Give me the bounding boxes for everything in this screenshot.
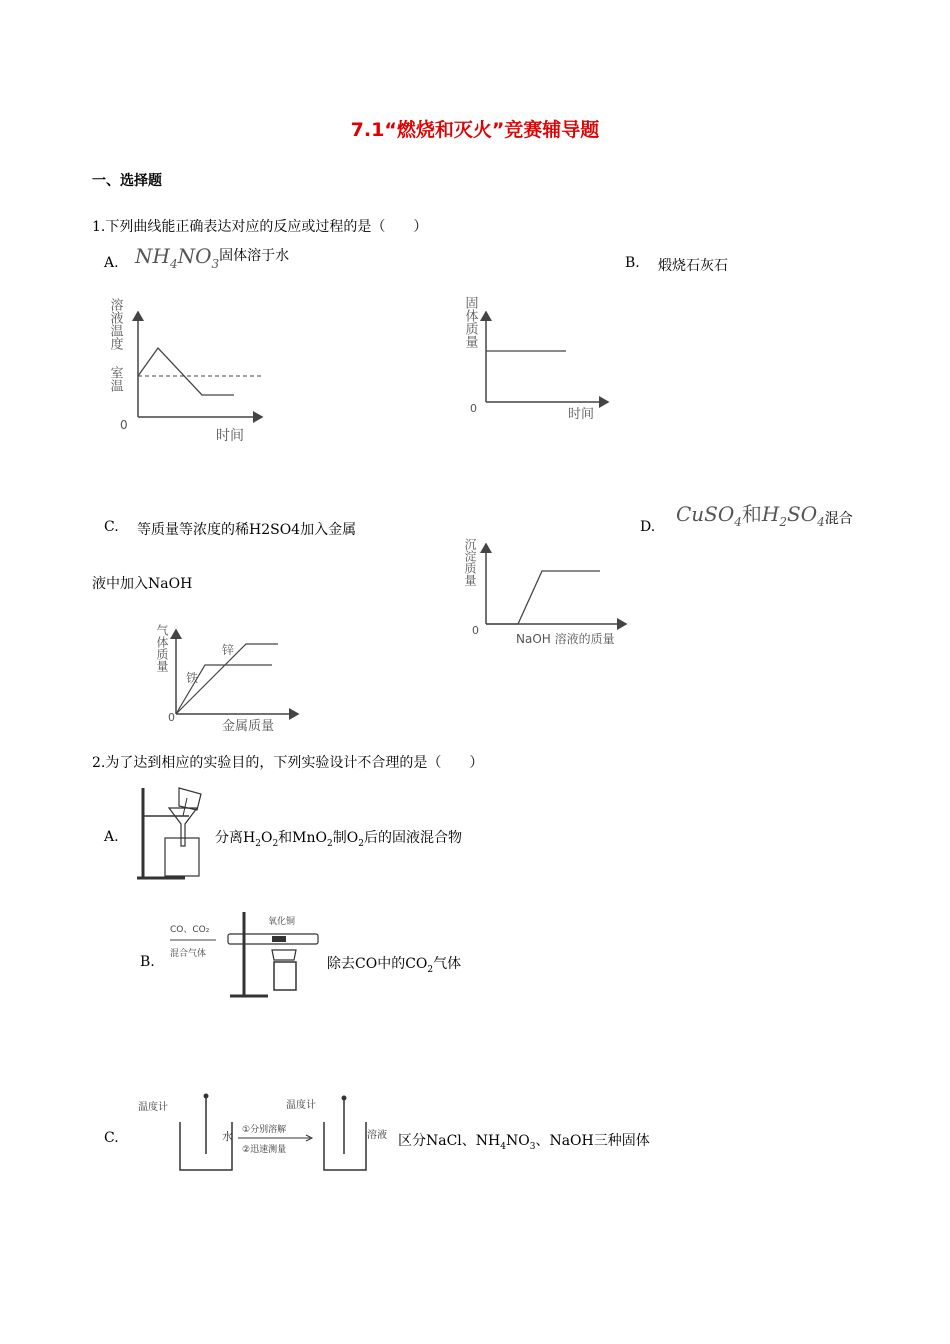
q2-option-c-label: C. — [104, 1130, 119, 1146]
question-2-stem: 2.为了达到相应的实验目的，下列实验设计不合理的是（ ） — [92, 755, 484, 771]
burner-top — [272, 950, 296, 960]
origin-label: 0 — [472, 624, 479, 637]
x-axis-label: 时间 — [568, 407, 595, 422]
question-1-stem: 1.下列曲线能正确表达对应的反应或过程的是（ ） — [92, 219, 428, 235]
origin-label: 0 — [120, 418, 128, 432]
beaker-2 — [324, 1122, 366, 1170]
q2-b-apparatus — [168, 910, 326, 1002]
q2-option-c-text: 区分NaCl、$NH_4NO_3$、NaOH三种固体 — [398, 1133, 650, 1152]
q1-option-a-text: 固体溶于水 — [219, 248, 290, 264]
page-title: 7.1“燃烧和灭火”竞赛辅导题 — [350, 119, 600, 141]
step-2-label: ②迅速测量 — [242, 1145, 287, 1155]
room-temp-label: 室温 — [107, 366, 123, 392]
q1-option-b-label: B. — [625, 255, 640, 271]
thermometer-label-2: 温度计 — [286, 1100, 316, 1111]
origin-label: 0 — [470, 402, 477, 415]
gas-mixture-label: 混合气体 — [170, 949, 207, 959]
q1-option-d-text: 混合 — [824, 511, 853, 527]
q2-a-filtration-apparatus — [135, 784, 215, 882]
x-axis-label: 金属质量 — [222, 719, 275, 734]
beaker — [165, 838, 199, 876]
q1-option-c-label: C. — [104, 519, 119, 535]
y-axis-label: 固体质量 — [462, 296, 478, 348]
step-1-label: ①分别溶解 — [242, 1125, 287, 1135]
fe-label: 铁 — [186, 671, 199, 685]
q1-d-graph — [458, 536, 633, 651]
copper-oxide-powder — [272, 936, 286, 942]
thermometer-label-1: 温度计 — [138, 1102, 168, 1113]
q1-option-b-text: 煅烧石灰石 — [658, 258, 728, 274]
q1-option-c-text: 等质量等浓度的稀H2SO4加入金属 — [137, 522, 357, 538]
thermometer-bulb-2 — [342, 1096, 347, 1101]
q2-option-b-text: 除去CO中的$CO_2$气体 — [327, 956, 462, 975]
q2-option-b-label: B. — [140, 954, 155, 970]
solution-label: 溶液 — [367, 1130, 387, 1141]
section-heading: 一、选择题 — [92, 173, 162, 189]
zn-label: 锌 — [222, 643, 235, 657]
x-axis-label: NaOH 溶液的质量 — [516, 632, 615, 646]
q2-c-apparatus — [138, 1088, 398, 1178]
q1-a-graph — [107, 282, 272, 447]
origin-label: 0 — [168, 711, 175, 724]
pouring-beaker — [179, 788, 201, 810]
temperature-curve — [138, 348, 234, 395]
q1-option-a-label: A. — [104, 255, 119, 271]
copper-oxide-label: 氧化铜 — [268, 917, 296, 927]
q1-c-graph — [150, 622, 305, 734]
q2-option-a-label: A. — [104, 829, 119, 845]
q1-option-d-text-line2: 液中加入NaOH — [92, 576, 193, 592]
q1-option-d-label: D. — [640, 519, 656, 535]
y-axis-label: 沉淀质量 — [463, 538, 477, 586]
gas-label: CO、CO₂ — [170, 925, 210, 935]
y-axis-label: 溶液温度 — [107, 298, 123, 350]
q1-option-d-formula: CuSO$_4$和$H_2SO_4$混合 — [676, 502, 853, 529]
water-label: 水 — [222, 1130, 233, 1143]
y-axis-label: 气体质量 — [155, 624, 169, 672]
thermometer-bulb-1 — [204, 1094, 209, 1099]
q2-option-a-text: 分离$H_2O_2$和MnO$_2$制$O_2$后的固液混合物 — [215, 830, 462, 849]
alcohol-lamp — [274, 962, 296, 990]
precipitate-curve — [486, 571, 600, 624]
q1-b-graph — [458, 292, 618, 424]
q1-option-a-formula: $NH_4NO_3$固体溶于水 — [135, 244, 290, 271]
x-axis-label: 时间 — [216, 428, 244, 444]
